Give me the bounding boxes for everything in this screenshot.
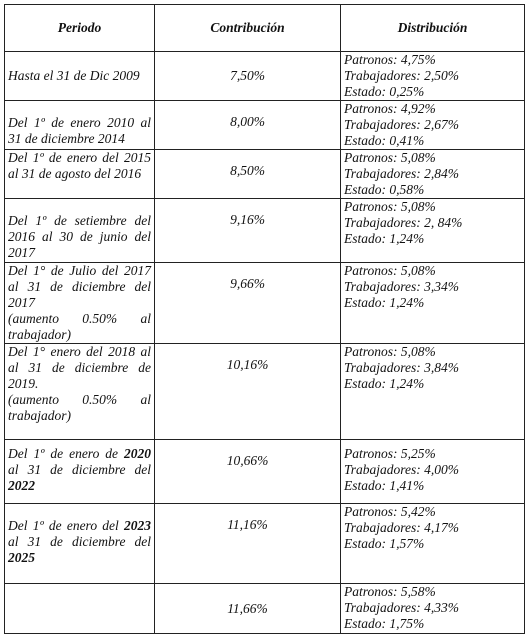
periodo-line: Del 1° de Julio del 2017 <box>8 263 151 278</box>
dist-trabajadores: Trabajadores: 2, 84% <box>344 215 463 230</box>
contribucion-cell: 11,16% <box>155 504 341 584</box>
periodo-line: al 31 de agosto del 2016 <box>8 166 142 181</box>
periodo-line: 2019. <box>8 376 39 391</box>
distribucion-cell <box>341 344 525 440</box>
table-row <box>5 199 525 263</box>
distribucion-cell <box>341 504 525 584</box>
periodo-line: 2016 al 30 de junio del <box>8 229 151 244</box>
dist-estado: Estado: 0,25% <box>344 84 425 99</box>
periodo-line: al 31 de diciembre del <box>8 534 151 549</box>
periodo-cell <box>5 150 155 199</box>
dist-estado: Estado: 1,24% <box>344 231 425 246</box>
table-row <box>5 344 525 440</box>
dist-trabajadores: Trabajadores: 2,84% <box>344 166 460 181</box>
contribucion-cell: 8,50% <box>155 150 341 199</box>
contributions-table <box>4 4 525 634</box>
contribucion-cell: 9,66% <box>155 263 341 344</box>
distribucion-cell <box>341 440 525 504</box>
distribucion-cell <box>341 263 525 344</box>
dist-estado: Estado: 1,24% <box>344 295 425 310</box>
header-contribucion: Contribución <box>155 5 341 52</box>
dist-patronos: Patronos: 5,08% <box>344 344 436 359</box>
table-row <box>5 52 525 101</box>
periodo-year-end: 2025 <box>8 550 35 565</box>
periodo-year-end: 2022 <box>8 478 35 493</box>
periodo-cell <box>5 101 155 150</box>
periodo-line: Del 1º de setiembre del <box>8 213 151 228</box>
distribucion-cell <box>341 199 525 263</box>
header-periodo: Periodo <box>5 5 155 52</box>
table-row <box>5 504 525 584</box>
dist-trabajadores: Trabajadores: 2,50% <box>344 68 460 83</box>
contribucion-cell: 9,16% <box>155 199 341 263</box>
dist-patronos: Patronos: 5,25% <box>344 446 436 461</box>
periodo-cell <box>5 584 155 634</box>
periodo-line: Del 1° enero del 2018 al <box>8 344 151 359</box>
dist-trabajadores: Trabajadores: 4,17% <box>344 520 460 535</box>
periodo-line: 2017 <box>8 245 35 260</box>
dist-trabajadores: Trabajadores: 4,33% <box>344 600 460 615</box>
contribucion-cell: 10,66% <box>155 440 341 504</box>
periodo-cell <box>5 263 155 344</box>
dist-estado: Estado: 1,24% <box>344 376 425 391</box>
table-row <box>5 584 525 634</box>
contribucion-cell: 11,66% <box>155 584 341 634</box>
contribucion-cell: 8,00% <box>155 101 341 150</box>
periodo-year-start: 2020 <box>124 446 151 461</box>
dist-estado: Estado: 1,41% <box>344 478 425 493</box>
periodo-year-start: 2023 <box>124 518 151 533</box>
periodo-cell <box>5 199 155 263</box>
contribucion-cell: 10,16% <box>155 344 341 440</box>
dist-patronos: Patronos: 5,42% <box>344 504 436 519</box>
periodo-text: Del 1º de enero de <box>8 446 124 461</box>
dist-estado: Estado: 0,58% <box>344 182 425 197</box>
periodo-line: 2017 <box>8 295 35 310</box>
distribucion-cell <box>341 150 525 199</box>
periodo-line: al 31 de diciembre de <box>8 360 151 375</box>
contribucion-cell: 7,50% <box>155 52 341 101</box>
periodo-line: (aumento 0.50% al <box>8 392 151 407</box>
dist-patronos: Patronos: 4,92% <box>344 101 436 116</box>
distribucion-cell <box>341 101 525 150</box>
periodo-cell <box>5 344 155 440</box>
dist-trabajadores: Trabajadores: 3,34% <box>344 279 460 294</box>
header-row <box>5 5 525 52</box>
header-distribucion: Distribución <box>341 5 525 52</box>
dist-patronos: Patronos: 5,08% <box>344 199 436 214</box>
dist-patronos: Patronos: 5,58% <box>344 584 436 599</box>
table-row <box>5 440 525 504</box>
periodo-text: Del 1º de enero del <box>8 518 124 533</box>
periodo-line: Del 1º de enero del 2015 <box>8 150 151 165</box>
table-row <box>5 150 525 199</box>
periodo-line: Hasta el 31 de Dic 2009 <box>8 68 140 83</box>
dist-trabajadores: Trabajadores: 2,67% <box>344 117 460 132</box>
periodo-line: al 31 de diciembre del <box>8 462 151 477</box>
periodo-line: trabajador) <box>8 327 72 342</box>
dist-patronos: Patronos: 4,75% <box>344 52 436 67</box>
dist-patronos: Patronos: 5,08% <box>344 150 436 165</box>
dist-trabajadores: Trabajadores: 4,00% <box>344 462 460 477</box>
periodo-line: al 31 de diciembre del <box>8 279 151 294</box>
dist-estado: Estado: 1,75% <box>344 616 425 631</box>
distribucion-cell <box>341 584 525 634</box>
periodo-line: Del 1º de enero 2010 al <box>8 115 151 130</box>
periodo-cell <box>5 440 155 504</box>
table-row <box>5 101 525 150</box>
dist-trabajadores: Trabajadores: 3,84% <box>344 360 460 375</box>
dist-estado: Estado: 1,57% <box>344 536 425 551</box>
periodo-line: 31 de diciembre 2014 <box>8 131 125 146</box>
table-row <box>5 263 525 344</box>
periodo-line <box>8 446 151 462</box>
periodo-cell <box>5 52 155 101</box>
dist-estado: Estado: 0,41% <box>344 133 425 148</box>
periodo-cell <box>5 504 155 584</box>
periodo-line <box>8 518 151 534</box>
distribucion-cell <box>341 52 525 101</box>
periodo-line: (aumento 0.50% al <box>8 311 151 326</box>
dist-patronos: Patronos: 5,08% <box>344 263 436 278</box>
periodo-line: trabajador) <box>8 408 72 423</box>
